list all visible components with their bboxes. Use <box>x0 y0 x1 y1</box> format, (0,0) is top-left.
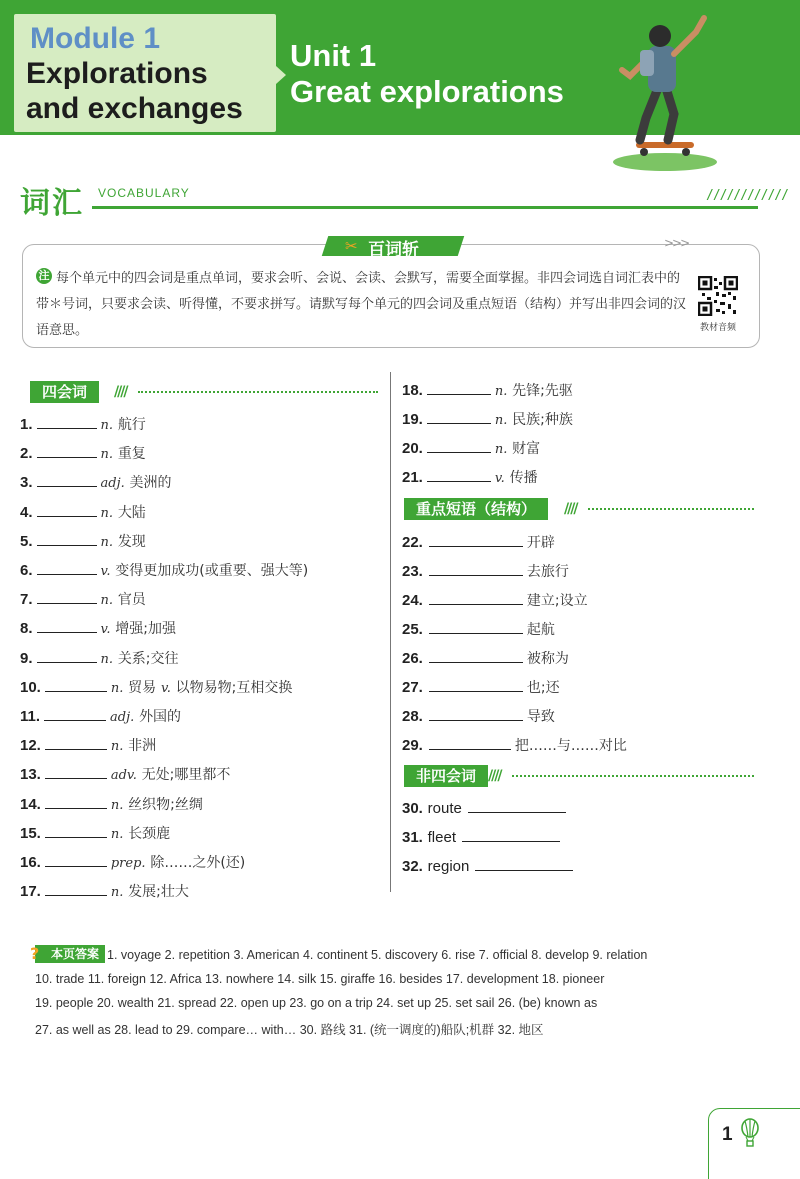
item-number: 13. <box>20 766 41 784</box>
item-number: 12. <box>20 737 41 755</box>
section-head-non-four <box>404 765 754 787</box>
item-number: 22. <box>402 534 423 551</box>
phrase-item <box>402 532 555 554</box>
part-of-speech: v. <box>494 471 505 486</box>
section-dots <box>588 508 754 510</box>
section-dots <box>138 391 378 393</box>
english-word: region <box>427 858 470 875</box>
phrase-item <box>402 706 555 728</box>
word-item <box>20 852 245 874</box>
chinese-meaning: 丝织物;丝绸 <box>128 796 203 813</box>
part-of-speech: adj. <box>110 710 135 725</box>
answer-blank[interactable] <box>427 410 491 424</box>
chinese-meaning: 去旅行 <box>526 564 569 580</box>
chinese-meaning: 航行 <box>117 417 146 433</box>
instruction-text: 每个单元中的四会词是重点单词，要求会听、会说、会读、会默写，需要全面掌握。非四会词选自词汇表中的带＊号词，只要求会读、听得懂，不要求拼写。请默写每个单元的四会词及重点短语（结构）并写出非四会词的汉语意思。 <box>36 271 687 338</box>
part-of-speech: v. <box>100 622 111 638</box>
chinese-meaning: 起航 <box>526 622 555 638</box>
answer-blank[interactable] <box>429 591 523 605</box>
word-item <box>20 531 146 553</box>
answer-blank[interactable] <box>37 590 97 604</box>
answer-blank[interactable] <box>429 649 523 663</box>
word-item <box>20 502 146 524</box>
answer-blank[interactable] <box>44 707 106 721</box>
part-of-speech: adj. <box>100 476 125 492</box>
answer-blank[interactable] <box>45 882 107 896</box>
phrase-item <box>402 648 569 670</box>
answer-blank[interactable] <box>45 678 107 692</box>
vocabulary-title: 词汇 <box>20 186 84 221</box>
answer-blank[interactable] <box>462 828 560 842</box>
hatch-decoration: //////////// <box>706 188 788 203</box>
item-number: 15. <box>20 824 41 842</box>
part-of-speech: n. <box>100 534 114 550</box>
pin-icon: ? <box>30 944 40 963</box>
module-title-line2: and exchanges <box>26 92 243 125</box>
item-number: 9. <box>20 649 33 667</box>
column-divider <box>390 372 391 892</box>
answer-blank[interactable] <box>429 562 523 576</box>
chinese-meaning: 开辟 <box>526 535 555 551</box>
answers-line-2: 10. trade 11. foreign 12. Africa 13. nowhere 14. silk 15. giraffe 16. besides 17. development 18. pioneer <box>35 972 605 986</box>
item-number: 24. <box>402 592 423 609</box>
chinese-meaning: 被称为 <box>526 651 569 667</box>
badge-label <box>368 235 419 260</box>
part-of-speech: n. <box>100 418 114 433</box>
answer-blank[interactable] <box>429 707 523 721</box>
chinese-meaning: 关系;交往 <box>117 650 179 667</box>
chinese-meaning: 大陆 <box>117 504 146 521</box>
answer-blank[interactable] <box>37 532 97 546</box>
answers-line-4: 27. as well as 28. lead to 29. compare… with… 30. 路线 31. (统一调度的)船队;机群 32. 地区 <box>35 1023 544 1037</box>
answer-blank[interactable] <box>429 533 523 547</box>
item-number: 23. <box>402 563 423 580</box>
phrase-item <box>402 735 627 757</box>
part-of-speech-2: v. <box>160 680 171 696</box>
phrase-item <box>402 561 569 583</box>
section-stripes: //// <box>564 501 577 517</box>
word-item <box>402 438 540 460</box>
word-item <box>20 618 176 640</box>
section-stripes: //// <box>114 384 127 400</box>
vocabulary-title-en: VOCABULARY <box>98 186 190 200</box>
answer-blank[interactable] <box>427 381 491 395</box>
chinese-meaning: 增强;加强 <box>115 621 176 638</box>
answer-blank[interactable] <box>37 619 97 633</box>
part-of-speech: n. <box>494 442 508 457</box>
word-item <box>20 648 179 670</box>
hot-air-balloon-icon <box>738 1118 762 1148</box>
word-item <box>20 677 292 699</box>
arrow-decoration: >>> <box>664 236 689 250</box>
answers-badge: 本页答案 <box>35 945 105 963</box>
note-icon: 注 <box>36 268 52 284</box>
answer-blank[interactable] <box>427 439 491 453</box>
item-number: 21. <box>402 469 423 486</box>
part-of-speech: v. <box>100 564 111 579</box>
item-number: 1. <box>20 416 33 433</box>
answer-blank[interactable] <box>45 824 107 838</box>
item-number: 17. <box>20 883 41 901</box>
sword-icon: ✂ <box>345 237 358 255</box>
word-item <box>20 706 181 728</box>
chinese-meaning: 贸易 <box>128 679 157 696</box>
part-of-speech: n. <box>100 651 114 667</box>
part-of-speech: n. <box>110 680 124 696</box>
chinese-meaning: 民族;种族 <box>512 412 573 428</box>
phrase-item <box>402 677 560 699</box>
part-of-speech: n. <box>494 413 508 428</box>
phrase-item <box>402 619 555 641</box>
answer-blank[interactable] <box>429 678 523 692</box>
part-of-speech: n. <box>110 885 124 901</box>
section-label-four-skill: 四会词 <box>30 381 99 403</box>
item-number: 29. <box>402 737 423 754</box>
word-item <box>402 409 573 431</box>
item-number: 18. <box>402 382 423 399</box>
section-label-phrases: 重点短语（结构） <box>404 498 548 520</box>
answer-blank[interactable] <box>37 473 97 487</box>
section-stripes: //// <box>488 768 501 784</box>
part-of-speech: n. <box>100 593 114 609</box>
answer-blank[interactable] <box>429 620 523 634</box>
word-item <box>20 443 146 465</box>
english-word: fleet <box>427 829 456 846</box>
answer-blank[interactable] <box>475 857 573 871</box>
chinese-meaning: 发现 <box>117 533 146 550</box>
answer-blank[interactable] <box>468 799 566 813</box>
word-item <box>20 589 146 611</box>
unit-title: Great explorations <box>290 74 564 109</box>
item-number: 26. <box>402 650 423 667</box>
word-item <box>20 414 146 436</box>
item-number: 14. <box>20 795 41 813</box>
answer-blank[interactable] <box>37 444 97 458</box>
chinese-meaning: 外国的 <box>139 709 182 725</box>
item-number: 27. <box>402 679 423 696</box>
chinese-meaning: 重复 <box>117 446 146 463</box>
word-item <box>20 764 230 786</box>
chinese-meaning: 建立;设立 <box>526 593 588 609</box>
item-number: 25. <box>402 621 423 638</box>
skateboarder-illustration <box>600 10 730 175</box>
module-label: Module 1 <box>30 22 161 55</box>
word-item <box>402 467 538 489</box>
qr-caption: 教材音频 <box>700 323 737 333</box>
section-head-four-skill <box>30 381 380 403</box>
answer-blank[interactable] <box>429 736 511 750</box>
answers-line-1 <box>107 948 777 962</box>
badge-text: 百词斩 <box>368 240 419 260</box>
item-number: 31. <box>402 829 423 846</box>
item-number: 8. <box>20 620 33 638</box>
word-item <box>20 794 203 816</box>
part-of-speech: n. <box>494 384 508 399</box>
item-number: 11. <box>20 708 41 725</box>
qr-code-icon[interactable] <box>698 276 738 316</box>
unit-label: Unit 1 <box>290 38 377 73</box>
answer-blank[interactable] <box>37 415 97 429</box>
chinese-meaning: 发展;壮大 <box>128 884 189 901</box>
chinese-meaning: 官员 <box>117 592 146 609</box>
chinese-meaning: 长颈鹿 <box>128 825 171 842</box>
word-item <box>402 380 573 402</box>
word-item <box>20 560 308 582</box>
chinese-meaning: 无处;哪里都不 <box>141 767 231 784</box>
non-four-item <box>402 828 560 850</box>
item-number: 30. <box>402 800 423 817</box>
english-word: route <box>427 800 462 817</box>
item-number: 4. <box>20 503 33 521</box>
chinese-meaning: 也;还 <box>526 680 560 696</box>
item-number: 20. <box>402 440 423 457</box>
module-title <box>26 56 286 126</box>
word-item <box>20 735 156 757</box>
chinese-meaning: 把……与……对比 <box>514 738 627 754</box>
section-head-phrases <box>404 498 754 520</box>
answer-blank[interactable] <box>45 765 107 779</box>
part-of-speech: n. <box>110 797 124 813</box>
chinese-meaning: 先锋;先驱 <box>512 383 573 399</box>
part-of-speech: n. <box>110 739 124 755</box>
item-number: 2. <box>20 445 33 463</box>
section-dots <box>512 775 754 777</box>
answers-text-1: 1. voyage 2. repetition 3. American 4. continent 5. discovery 6. rise 7. official 8. develop 9. relation <box>107 948 648 962</box>
item-number: 32. <box>402 858 423 875</box>
word-item <box>20 881 189 903</box>
non-four-item <box>402 857 573 879</box>
item-number: 28. <box>402 708 423 725</box>
answer-blank[interactable] <box>45 853 107 867</box>
item-number: 5. <box>20 532 33 550</box>
part-of-speech: adv. <box>110 768 137 784</box>
vocabulary-rule <box>92 206 758 209</box>
phrase-item <box>402 590 588 612</box>
module-box <box>14 14 276 132</box>
answer-blank[interactable] <box>45 736 107 750</box>
section-label-non-four: 非四会词 <box>404 765 488 787</box>
answer-blank[interactable] <box>427 468 491 482</box>
item-number: 16. <box>20 854 41 871</box>
item-number: 3. <box>20 474 33 492</box>
chinese-meaning: 财富 <box>512 441 541 457</box>
item-number: 19. <box>402 411 423 428</box>
answers-line-3: 19. people 20. wealth 21. spread 22. open up 23. go on a trip 24. set up 25. set sail 26. (be) known as <box>35 996 598 1010</box>
part-of-speech: prep. <box>110 856 146 871</box>
answer-blank[interactable] <box>45 795 107 809</box>
item-number: 7. <box>20 591 33 609</box>
module-title-line1: Explorations <box>26 57 208 90</box>
chinese-meaning: 除……之外(还) <box>150 855 246 871</box>
non-four-item <box>402 799 566 821</box>
chinese-meaning: 非洲 <box>128 738 157 755</box>
answer-blank[interactable] <box>37 503 97 517</box>
part-of-speech: n. <box>100 505 114 521</box>
part-of-speech: n. <box>100 447 114 463</box>
chinese-meaning: 变得更加成功(或重要、强大等) <box>115 563 309 579</box>
page-number: 1 <box>722 1124 733 1145</box>
item-number: 6. <box>20 562 33 579</box>
chinese-meaning: 美洲的 <box>129 475 172 492</box>
item-number: 10. <box>20 678 41 696</box>
chinese-meaning-2: 以物易物;互相交换 <box>175 679 293 696</box>
chinese-meaning: 传播 <box>509 470 538 486</box>
answer-blank[interactable] <box>37 561 97 575</box>
word-item <box>20 472 172 494</box>
chinese-meaning: 导致 <box>526 709 555 725</box>
word-item <box>20 823 170 845</box>
answer-blank[interactable] <box>37 649 97 663</box>
part-of-speech: n. <box>110 826 124 842</box>
